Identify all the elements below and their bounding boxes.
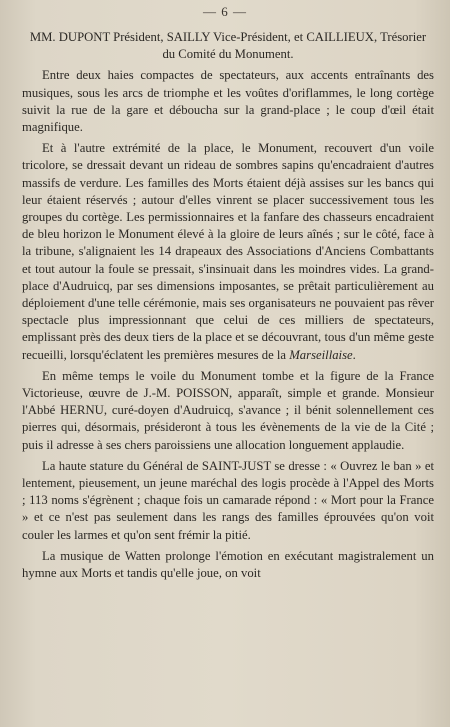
- body-text: [22, 29, 434, 586]
- paragraph-unveiling: En même temps le voile du Monument tombe et la figure de la France Victorieuse, œuvre de J.-M. POISSON, apparaît, simple et grande. Monsieur l'Abbé HERNU, curé-doyen d'Audruicq, s'avance ; il bénit solennellement ces pierres qui, désormais, présideront à tous les évènements de la vie de la Cité ; puis il adresse à ses chers paroissiens une allocation longuement applaudie.: [22, 368, 434, 452]
- page-number: — 6 —: [203, 4, 247, 19]
- paragraph-committee: MM. DUPONT Président, SAILLY Vice-Président, et CAILLIEUX, Trésorier du Comité du Monument.: [29, 30, 427, 62]
- paragraph-roll-call: La haute stature du Général de SAINT-JUST se dresse : « Ouvrez le ban » et lentement, pieusement, un jeune maréchal des logis procède à l'Appel des Morts ; 113 noms s'égrènent ; chaque fois un camarade répond : « Mort pour la France » et ce n'est pas seulement dans les rangs des familles éprouvées qu'on voit couler les larmes et qu'on sent frémir la pitié.: [22, 458, 434, 542]
- paragraph-monument-end: .: [352, 347, 356, 362]
- anthem-title: Marseillaise: [289, 347, 353, 362]
- paragraph-monument: [22, 140, 434, 364]
- paragraph-monument-text: Et à l'autre extrémité de la place, le Monument, recouvert d'un voile tricolore, se dressait devant un rideau de sombres sapins qu'encadraient d'autres massifs de verdure. Les familles des Morts étaient déjà assises sur les bancs qui leur étaient réservés ; autour d'elles vinrent se placer successivement tous les groupes du cortège. Les permissionnaires et la fanfare des chasseurs encadraient de bleu horizon le Monument élevé à la gloire de leurs aînés ; sur le côté, face à la tribune, s'alignaient les 14 drapeaux des Associations d'Anciens Combattants et tout autour la foule se pressait, s'insinuait dans les moindres vides. La grand-place d'Audruicq, par ses dimensions imposantes, se prêtait particulièrement au déploiement d'une telle cérémonie, mais ses organisateurs ne pouvaient pas rêver spectacle plus impressionnant que celui de ces milliers de spectateurs, emplissant près des deux tiers de la place et se découvrant, tous d'un même geste recueilli, lorsqu'éclatent les premières mesures de la: [22, 141, 434, 362]
- paragraph-procession: Entre deux haies compactes de spectateurs, aux accents entraînants des musiques, sous les arcs de triomphe et les voûtes d'oriflammes, le long cortège suivit la rue de la gare et déboucha sur la grand-place ; le coup d'œil était magnifique.: [22, 68, 434, 135]
- paragraph-music: La musique de Watten prolonge l'émotion en exécutant magistralement un hymne aux Morts et tandis qu'elle joue, on voit: [22, 548, 434, 581]
